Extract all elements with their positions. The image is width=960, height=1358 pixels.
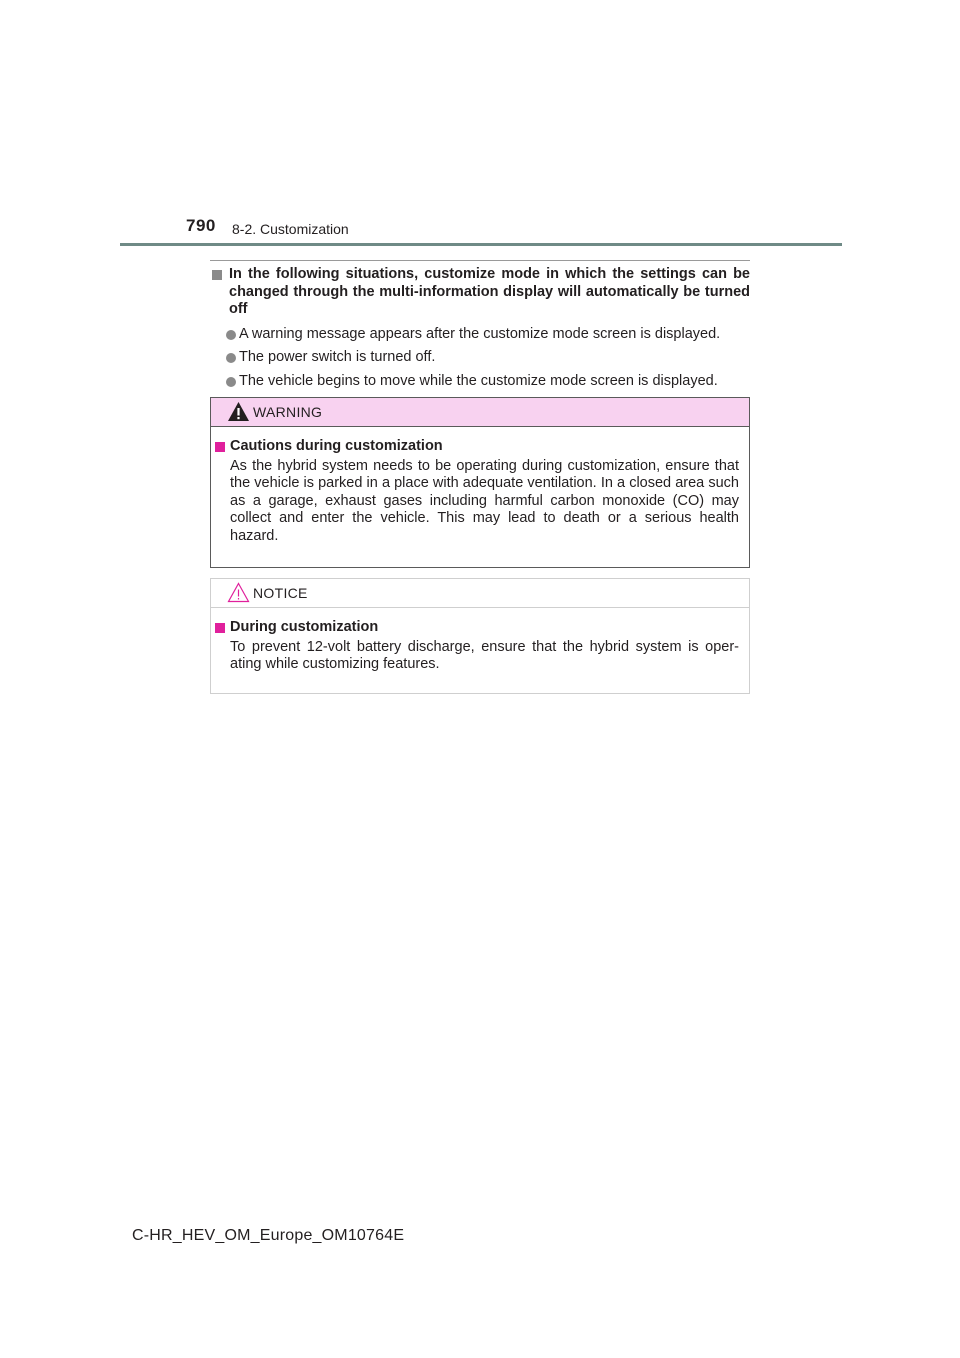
warning-text: As the hybrid system needs to be operating during customization, ensure that the vehicle is parked in a place with adequate ventilation. In a closed area such as a garage, exhaust gases including harmful carbon monoxide (CO) may collect and enter the vehicle. This may lead to death or a serious health hazard. <box>230 457 739 544</box>
notice-title: NOTICE <box>253 585 308 601</box>
notice-box <box>210 578 750 694</box>
list-item-text: A warning message appears after the customize mode screen is displayed. <box>239 325 721 342</box>
header-rule <box>120 243 842 246</box>
notice-triangle-icon <box>227 582 250 603</box>
notice-heading <box>215 619 739 637</box>
warning-triangle-icon <box>227 401 250 422</box>
square-bullet-icon <box>212 270 222 280</box>
notice-text: To prevent 12-volt battery discharge, ensure that the hybrid system is oper-ating while customizing features. <box>230 638 739 672</box>
warning-body <box>211 427 749 545</box>
warning-box <box>210 397 750 568</box>
section-heading-text: In the following situations, customize mode in which the settings can be changed through the multi-information display will automatically be turned off <box>229 266 750 317</box>
main-content <box>210 266 750 396</box>
warning-heading-text: Cautions during customization <box>230 438 443 454</box>
section-title: 8-2. Customization <box>232 221 349 237</box>
list-item <box>210 373 750 391</box>
page-number: 790 <box>186 216 216 235</box>
pink-square-bullet-icon <box>215 442 225 452</box>
warning-heading <box>215 438 739 456</box>
list-item <box>210 349 750 367</box>
circle-bullet-icon <box>226 353 236 363</box>
list-item-text: The power switch is turned off. <box>239 349 436 365</box>
list-item-text: The vehicle begins to move while the customize mode screen is displayed. <box>239 372 718 389</box>
circle-bullet-icon <box>226 377 236 387</box>
warning-header <box>211 398 749 427</box>
top-rule <box>210 260 750 261</box>
notice-body <box>211 608 749 674</box>
footer-doc-code: C-HR_HEV_OM_Europe_OM10764E <box>132 1227 405 1244</box>
warning-title: WARNING <box>253 404 323 420</box>
list-item <box>210 326 750 344</box>
notice-header <box>211 579 749 608</box>
bullet-list <box>210 326 750 391</box>
section-heading <box>210 266 750 319</box>
notice-heading-text: During customization <box>230 619 379 635</box>
pink-square-bullet-icon <box>215 623 225 633</box>
circle-bullet-icon <box>226 330 236 340</box>
